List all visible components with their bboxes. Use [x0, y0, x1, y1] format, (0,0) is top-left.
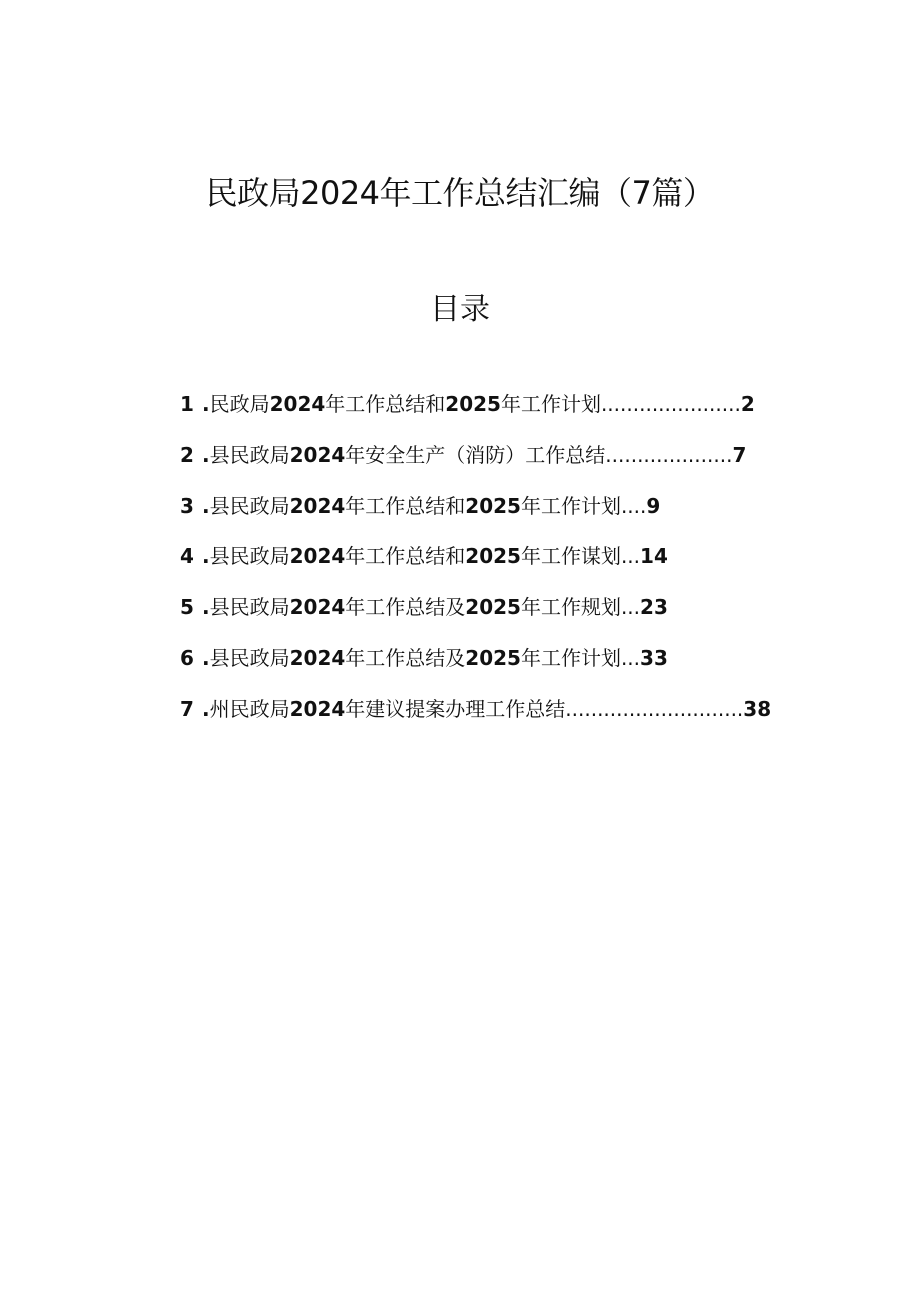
toc-item-separator: . [202, 696, 210, 721]
toc-item-3[interactable] [180, 488, 771, 539]
toc-item-page: 33 [640, 645, 668, 670]
toc-item-2[interactable] [180, 437, 771, 488]
toc-item-page: 23 [640, 595, 668, 620]
toc-item-separator: . [202, 595, 210, 620]
toc-item-separator: . [202, 544, 210, 569]
toc-item-separator: . [202, 645, 210, 670]
toc-item-title: 民政局2024年工作总结和2025年工作计划 [209, 392, 601, 416]
toc-item-number: 4 [180, 544, 194, 569]
toc-item-5[interactable] [180, 589, 771, 640]
toc-item-7[interactable] [180, 691, 771, 742]
toc-item-leader: .... [620, 493, 647, 518]
toc-item-page: 7 [732, 442, 747, 467]
toc-item-title: 县民政局2024年工作总结和2025年工作谋划 [209, 544, 621, 569]
toc-item-number: 7 [180, 696, 194, 721]
toc-item-6[interactable] [180, 640, 771, 691]
toc-item-title: 县民政局2024年安全生产（消防）工作总结 [209, 442, 606, 467]
toc-item-title: 县民政局2024年工作总结及2025年工作计划 [209, 645, 621, 670]
toc-item-leader: ... [620, 645, 641, 670]
toc-item-4[interactable] [180, 538, 771, 589]
toc-item-page: 38 [743, 696, 772, 721]
toc-item-page: 2 [740, 392, 755, 416]
toc-item-leader: ............................ [565, 696, 744, 721]
document-title: 民政局2024年工作总结汇编（7篇） [205, 174, 715, 212]
toc-item-title: 州民政局2024年建议提案办理工作总结 [209, 696, 566, 721]
toc-item-number: 6 [180, 645, 194, 670]
toc-item-page: 9 [646, 493, 661, 518]
toc-item-title: 县民政局2024年工作总结及2025年工作规划 [209, 595, 621, 620]
toc-item-page: 14 [640, 544, 668, 569]
toc-item-number: 1 [180, 392, 194, 416]
toc-item-separator: . [202, 493, 210, 518]
table-of-contents [180, 386, 771, 742]
toc-item-leader: ... [620, 595, 641, 620]
toc-item-leader: ... [620, 544, 641, 569]
toc-item-number: 2 [180, 442, 194, 467]
toc-heading: 目录 [430, 292, 490, 327]
toc-item-1[interactable] [180, 386, 771, 437]
toc-item-title: 县民政局2024年工作总结和2025年工作计划 [209, 493, 621, 518]
toc-item-number: 3 [180, 493, 194, 518]
toc-item-separator: . [202, 392, 210, 416]
toc-item-leader: ...................... [600, 392, 741, 416]
toc-item-separator: . [202, 442, 210, 467]
toc-item-number: 5 [180, 595, 194, 620]
toc-item-leader: .................... [605, 442, 733, 467]
